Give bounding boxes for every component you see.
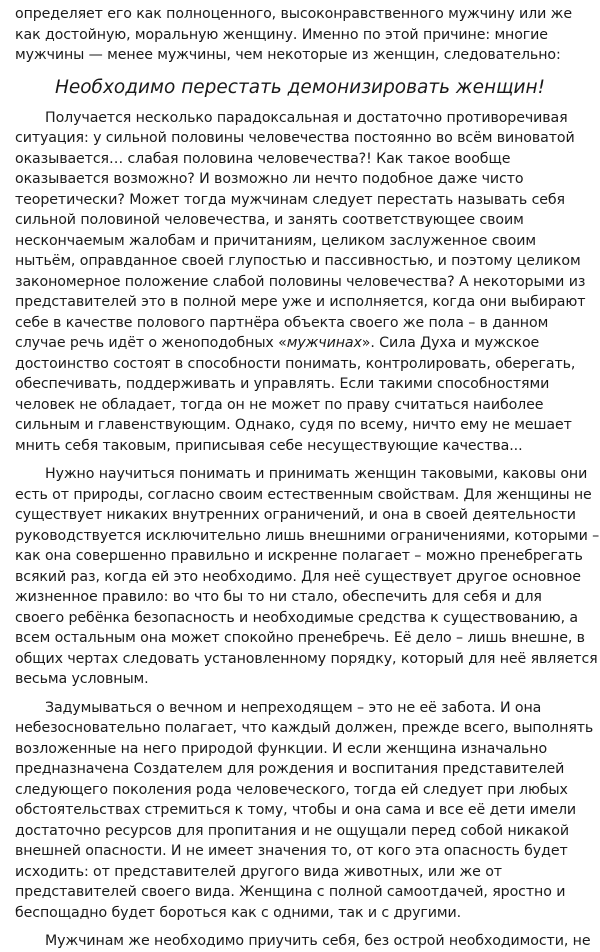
text-line: человек не обладает, тогда он не может по праву считаться наиболее [15,396,544,413]
text-line: обеспечивать, поддерживать и управлять. Если такими способностями [15,376,550,392]
emphasized-text: мужчинах [286,335,362,351]
text-line: жизненное правило: во что бы то ни стало, обеспечить для себя и для [15,589,542,605]
text-line: беспощадно будет бороться как с одними, так и с другими. [15,904,461,921]
text-line: закономерное положение слабой половины человечества? А некоторыми из [15,273,586,290]
text-span: ». Сила Духа и мужское [361,335,540,351]
text-line: следующего поколения рода человеческого, тогда ей следует при любых [15,781,568,798]
text-span: случае речь идёт о женоподобных « [15,335,287,351]
text-line: исходить: от представителей другого вида животных, или же от [15,863,502,880]
text-line: представителей своего вида. Женщина с полной самоотдачей, яростно и [15,884,566,900]
paragraph-1 [15,108,585,457]
text-line: определяет его как полноценного, высоконравственного мужчину или же [15,6,572,22]
text-line: внешней опасности. И не имеет значения то, от кого эта опасность будет [15,843,568,859]
text-line: Задумываться о вечном и непреходящем – это не её забота. И она [45,699,542,716]
text-line: всякий раз, когда ей это необходимо. Для неё существует другое основное [15,568,581,585]
paragraph-2 [15,464,600,690]
text-line: ситуация: у сильной половины человечества постоянно во всём виноватой [15,130,575,146]
text-line: Мужчинам же необходимо приучить себя, без острой необходимости, не [45,933,591,949]
text-line: обстоятельствах стремиться к тому, чтобы и она сама и все её дети имели [15,802,577,818]
text-line: достоинство состоят в способности понимать, контролировать, оберегать, [15,355,576,372]
text-line: сильным и главенствующим. Однако, судя по всему, ничто ему не мешает [15,417,572,433]
section-heading: Необходимо перестать демонизировать женщин! [54,76,546,98]
text-line: мнить себя таковым, приписывая себе несуществующие качества... [15,437,523,454]
text-line: нескончаемым жалобам и причитаниям, целиком заслуженное своим [15,232,536,249]
text-line: Нужно научиться понимать и принимать женщин таковыми, каковы они [45,466,588,482]
paragraph-3 [15,698,594,924]
paragraph-4 [15,931,591,952]
text-line: небезосновательно полагает, что каждый должен, прежде всего, выполнять [15,720,594,736]
text-line: сильной половиной человечества, и занять соответствующее своим [15,212,524,228]
text-line: мужчины — менее мужчины, чем некоторые из женщин, следовательно: [15,47,561,63]
text-line: оказывается возможно? И возможно ли нечто подобное даже чисто [15,171,524,187]
text-line: своего ребёнка безопасность и необходимые средства к существованию, а [15,609,579,626]
text-line: достаточно ресурсов для пропитания и не ощущали перед собой никакой [15,822,569,839]
text-line: весьма условным. [15,671,149,687]
text-line: общих чертах следовать установленному порядку, который для неё является [15,650,598,667]
text-line: как достойную, моральную женщину. Именно по этой причине: многие [15,26,548,43]
text-line: Получается несколько парадоксальная и достаточно противоречивая [45,109,568,126]
text-line: оказывается… слабая половина человечества?! Как такое вообще [15,150,511,167]
text-line: теоретически? Может тогда мужчинам следует перестать называть себя [15,191,565,208]
text-line: существует никаких внутренних ограничений, и она в своей деятельности [15,507,576,523]
text-line: есть от природы, согласно своим естественным свойствам. Для женщины не [15,486,592,503]
text-line: нытьём, оправданное своей глупостью и пассивностью, и поэтому целиком [15,253,581,269]
text-line: предназначена Создателем для рождения и воспитания представителей [15,761,565,777]
text-line: возложенные на него природой функции. И если женщина изначально [15,740,548,757]
text-line [15,333,585,354]
text-line: себе в качестве полового партнёра объекта своего же пола – в данном [15,314,549,331]
text-line: всем остальным она может спокойно пренебречь. Её дело – лишь внешне, в [15,630,585,646]
text-line: руководствуется исключительно лишь внешними ограничениями, которыми – [15,527,600,544]
text-line: как она совершенно правильно и искренне полагает – можно пренебрегать [15,548,583,564]
text-line: представителей это в полной мере уже и исполняется, когда они выбирают [15,294,586,310]
intro-paragraph [15,4,585,66]
